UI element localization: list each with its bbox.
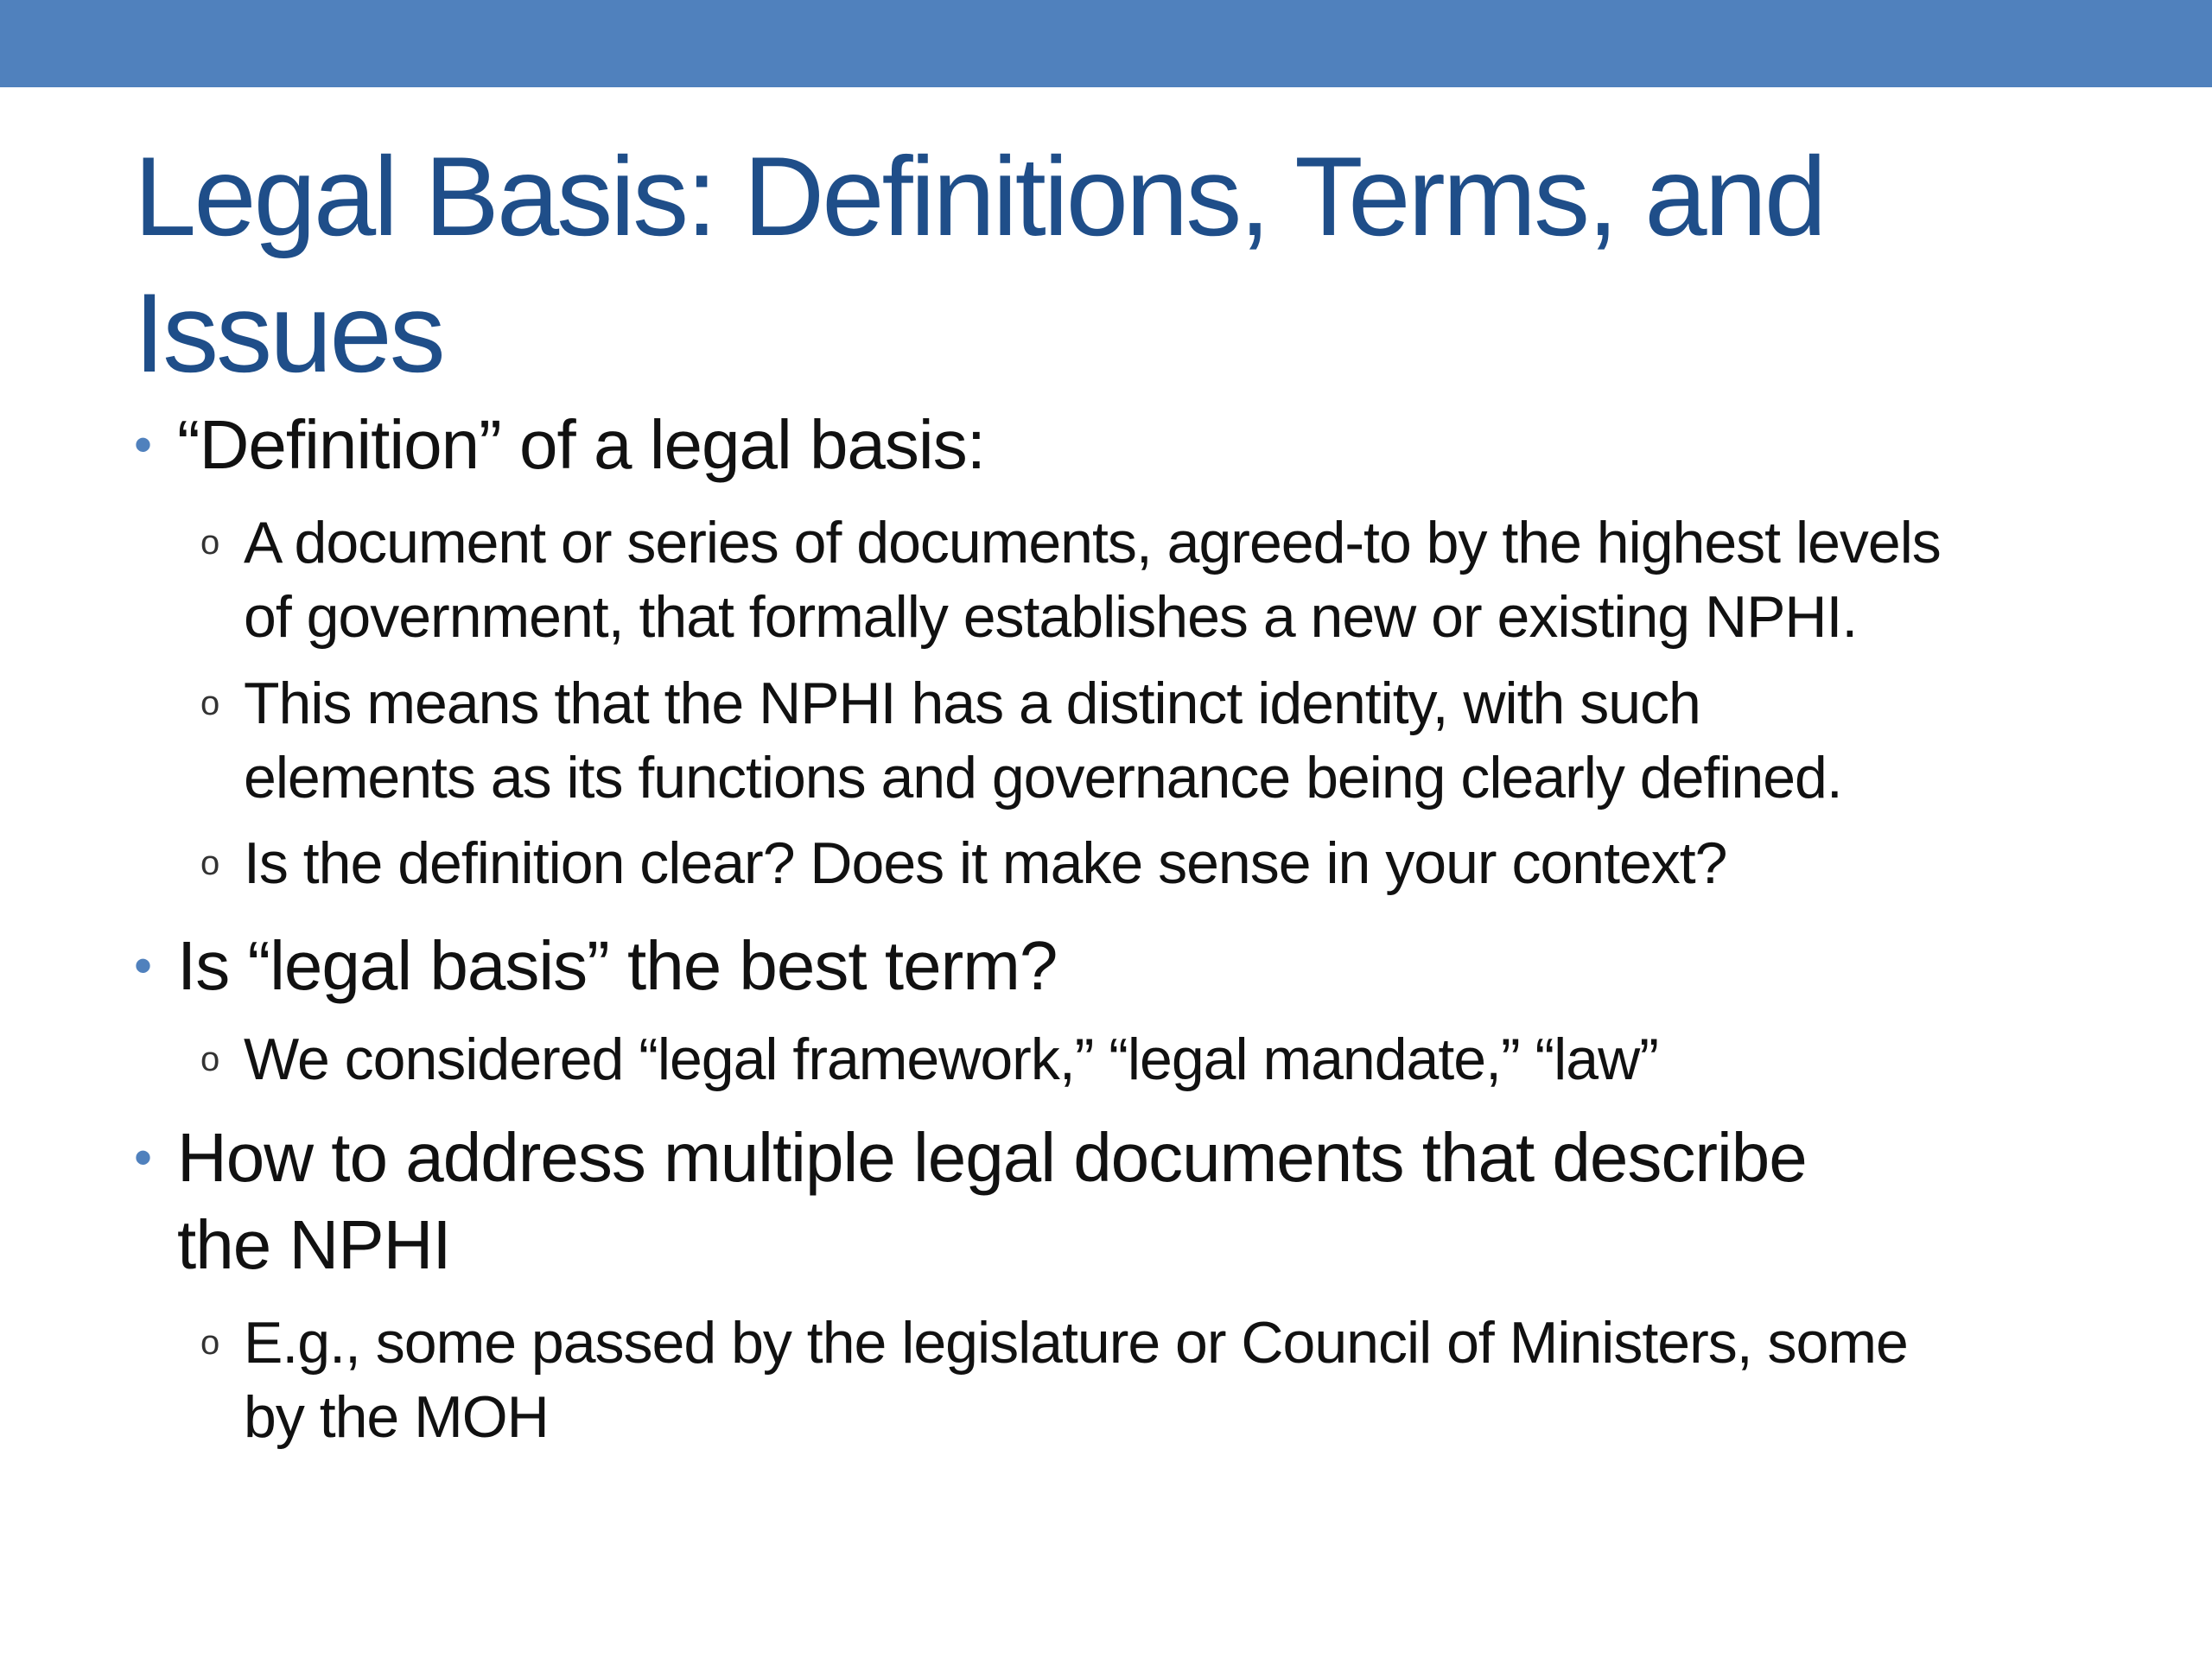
sub-bullet-document: [200, 505, 1941, 654]
bullet-text: “Definition” of a legal basis:: [177, 406, 985, 483]
sub-bullet-circle-icon: o: [200, 524, 219, 562]
sub-bullet-distinct-identity: [200, 666, 1842, 815]
bullet-text: [177, 1114, 1807, 1288]
sub-bullet-line-2: by the MOH: [244, 1384, 549, 1450]
sub-bullet-text: We considered “legal framework,” “legal mandate,” “law”: [244, 1027, 1658, 1092]
sub-bullet-text: [244, 666, 1842, 815]
bullet-dot-icon: •: [134, 1128, 152, 1186]
sub-bullet-considered-terms: [200, 1022, 1658, 1096]
slide-title-line-1: Legal Basis: Definitions, Terms, and: [134, 133, 1825, 259]
sub-bullet-circle-icon: o: [200, 1040, 219, 1078]
sub-bullet-example: [200, 1306, 1908, 1454]
sub-bullet-circle-icon: o: [200, 684, 219, 722]
bullet-multiple-documents: [134, 1114, 1807, 1288]
bullet-dot-icon: •: [134, 416, 152, 474]
sub-bullet-text: [244, 505, 1941, 654]
slide-title-line-2: Issues: [134, 270, 443, 396]
bullet-line-2: the NPHI: [177, 1206, 451, 1283]
sub-bullet-line-2: of government, that formally establishes a new or existing NPHI.: [244, 584, 1858, 650]
sub-bullet-line-2: elements as its functions and governance being clearly defined.: [244, 745, 1842, 810]
bullet-text: Is “legal basis” the best term?: [177, 927, 1058, 1004]
bullet-line-1: How to address multiple legal documents that describe: [177, 1119, 1807, 1196]
bullet-definition: [134, 399, 985, 491]
sub-bullet-circle-icon: o: [200, 1324, 219, 1362]
sub-bullet-line-1: E.g., some passed by the legislature or Council of Ministers, some: [244, 1310, 1908, 1376]
sub-bullet-line-1: This means that the NPHI has a distinct identity, with such: [244, 671, 1700, 736]
bullet-best-term: [134, 920, 1057, 1012]
sub-bullet-line-1: A document or series of documents, agreed-to by the highest levels: [244, 510, 1941, 575]
bullet-dot-icon: •: [134, 937, 152, 995]
sub-bullet-text: Is the definition clear? Does it make sense in your context?: [244, 830, 1727, 896]
sub-bullet-text: [244, 1306, 1908, 1454]
sub-bullet-circle-icon: o: [200, 844, 219, 882]
sub-bullet-definition-clear: [200, 826, 1727, 900]
